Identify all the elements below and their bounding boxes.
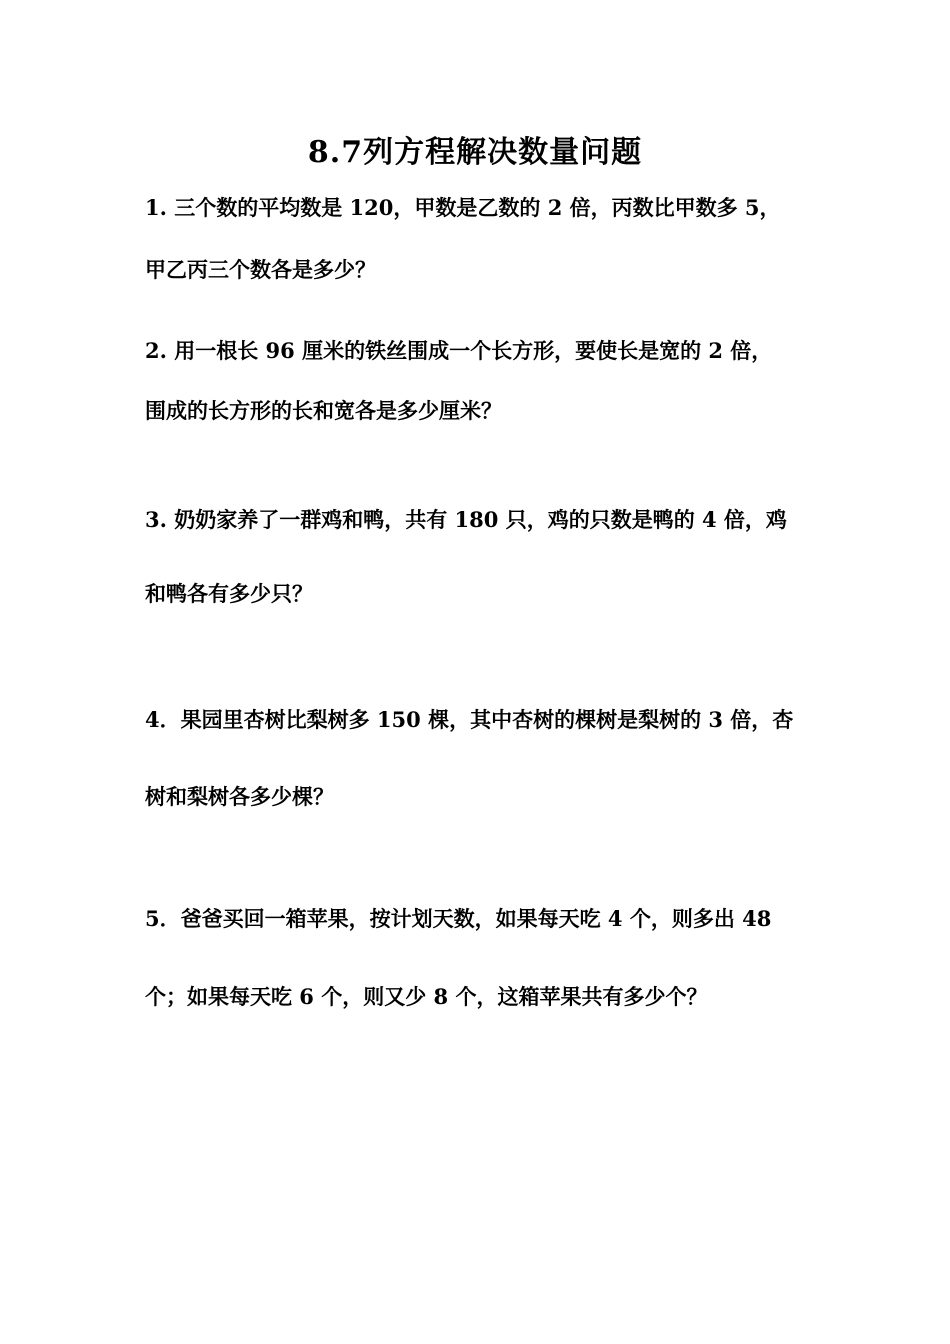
problem-5-line-2: 个；如果每天吃 6 个，则又少 8 个，这箱苹果共有多少个？ xyxy=(145,984,708,1009)
problem-4-line-2: 树和梨树各多少棵？ xyxy=(145,784,334,809)
problem-1-line-2: 甲乙丙三个数各是多少？ xyxy=(145,257,376,282)
page-title: 8.7列方程解决数量问题 xyxy=(307,135,643,170)
problem-4-line-1: 4．果园里杏树比梨树多 150 棵，其中杏树的棵树是梨树的 3 倍，杏 xyxy=(145,707,794,732)
problem-3-line-1: 3. 奶奶家养了一群鸡和鸭，共有 180 只，鸡的只数是鸭的 4 倍，鸡 xyxy=(145,507,787,532)
problem-5-line-1: 5．爸爸买回一箱苹果，按计划天数，如果每天吃 4 个，则多出 48 xyxy=(145,906,772,931)
problem-2-line-1: 2. 用一根长 96 厘米的铁丝围成一个长方形，要使长是宽的 2 倍， xyxy=(145,338,773,363)
problem-2-line-2: 围成的长方形的长和宽各是多少厘米？ xyxy=(145,398,502,423)
problem-1-line-1: 1. 三个数的平均数是 120，甲数是乙数的 2 倍，丙数比甲数多 5， xyxy=(145,195,781,220)
problem-3-line-2: 和鸭各有多少只？ xyxy=(145,581,313,606)
